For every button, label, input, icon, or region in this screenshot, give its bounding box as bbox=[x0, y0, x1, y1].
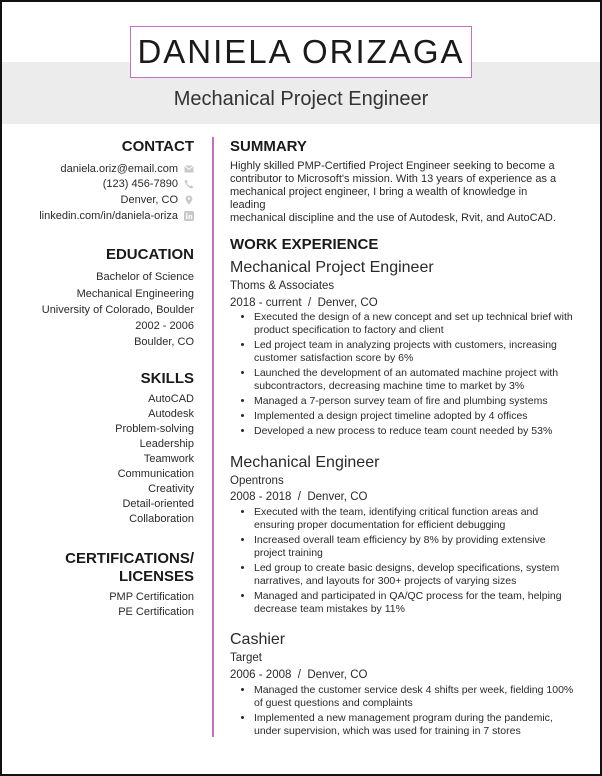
list-item: • Implemented a design project timeline adopted by 4 offices bbox=[254, 410, 574, 423]
list-item: • Increased overall team efficiency by 8% by providing extensive project training bbox=[254, 534, 574, 560]
education-line: 2002 - 2006 bbox=[135, 320, 194, 332]
list-item: • Managed and participated in QA/QC process for the team, helping decrease team mistakes by 11% bbox=[254, 590, 574, 616]
certification-item: PE Certification bbox=[118, 606, 194, 618]
job-title: Mechanical Engineer bbox=[230, 454, 380, 471]
job-bullets bbox=[240, 684, 574, 738]
skill-item: Leadership bbox=[139, 438, 194, 450]
certification-item: PMP Certification bbox=[109, 591, 194, 603]
list-item: • Led project team in analyzing projects with customers, increasing customer satisfaction score by 6% bbox=[254, 339, 574, 365]
contact-phone[interactable] bbox=[103, 177, 194, 191]
list-item: • Managed a 7-person survey team of fire and plumbing systems bbox=[254, 395, 574, 408]
phone-icon bbox=[184, 179, 194, 189]
email-text: daniela.oriz@email.com bbox=[60, 163, 178, 175]
list-item: • Executed the design of a new concept and set up technical brief with product specification to factory and client bbox=[254, 311, 574, 337]
summary-text bbox=[230, 160, 560, 225]
location-pin-icon bbox=[184, 195, 194, 205]
contact-location bbox=[121, 193, 194, 207]
mail-icon bbox=[184, 164, 194, 174]
job-dates-location: 2006 - 2008 / Denver, CO bbox=[230, 669, 368, 681]
skill-item: Teamwork bbox=[143, 453, 194, 465]
skill-item: Detail-oriented bbox=[122, 498, 194, 510]
education-line: University of Colorado, Boulder bbox=[41, 304, 194, 316]
job-bullets bbox=[240, 506, 574, 616]
certifications-heading: CERTIFICATIONS/ bbox=[65, 550, 194, 567]
job-title: Cashier bbox=[230, 631, 286, 648]
contact-linkedin[interactable] bbox=[39, 209, 194, 223]
job-dates-location: 2008 - 2018 / Denver, CO bbox=[230, 491, 368, 503]
linkedin-icon bbox=[184, 211, 194, 221]
name-box bbox=[130, 26, 472, 78]
education-line: Bachelor of Science bbox=[96, 271, 194, 283]
skills-heading: SKILLS bbox=[140, 370, 194, 387]
job-bullets bbox=[240, 311, 574, 438]
education-line: Boulder, CO bbox=[134, 336, 194, 348]
list-item: • Executed with the team, identifying critical function areas and ensuring proper documentation for efficient debugging bbox=[254, 506, 574, 532]
summary-line: Highly skilled PMP-Certified Project Engineer seeking to become a bbox=[230, 160, 555, 172]
summary-line: mechanical discipline and the use of Autodesk, Rvit, and AutoCAD. bbox=[230, 212, 556, 224]
column-divider bbox=[212, 137, 214, 737]
skill-item: Communication bbox=[117, 468, 194, 480]
list-item: • Implemented a new management program during the pandemic, under supervision, which was used for training in 7 stores bbox=[254, 712, 574, 738]
contact-email[interactable] bbox=[60, 162, 194, 176]
list-item: • Led group to create basic designs, develop specifications, system narratives, and layouts for 300+ projects of varying sizes bbox=[254, 562, 574, 588]
experience-heading: WORK EXPERIENCE bbox=[230, 236, 379, 253]
skill-item: AutoCAD bbox=[148, 393, 194, 405]
contact-heading: CONTACT bbox=[121, 138, 194, 155]
list-item: • Launched the development of an automated machine project with subcontractors, decreasing machine time to market by 3% bbox=[254, 367, 574, 393]
job-title: Mechanical Project Engineer bbox=[173, 88, 429, 110]
summary-line: contributor to Microsoft's mission. With 13 years of experience as a bbox=[230, 173, 557, 185]
education-line: Mechanical Engineering bbox=[76, 288, 194, 300]
summary-heading: SUMMARY bbox=[230, 138, 307, 155]
job-title: Mechanical Project Engineer bbox=[230, 259, 434, 276]
skill-item: Autodesk bbox=[148, 408, 194, 420]
education-heading: EDUCATION bbox=[105, 246, 194, 263]
skill-item: Problem-solving bbox=[115, 423, 194, 435]
job-dates-location: 2018 - current / Denver, CO bbox=[230, 297, 378, 309]
job-company: Thoms & Associates bbox=[230, 280, 335, 292]
location-text: Denver, CO bbox=[120, 194, 178, 206]
candidate-name: DANIELA ORIZAGA bbox=[137, 33, 465, 70]
job-company: Target bbox=[230, 652, 262, 664]
skill-item: Creativity bbox=[148, 483, 194, 495]
job-company: Opentrons bbox=[230, 475, 284, 487]
certifications-heading-2: LICENSES bbox=[118, 568, 194, 585]
linkedin-text: linkedin.com/in/daniela-oriza bbox=[39, 210, 178, 222]
phone-text: (123) 456-7890 bbox=[102, 178, 178, 190]
skill-item: Collaboration bbox=[129, 513, 194, 525]
list-item: • Managed the customer service desk 4 shifts per week, fielding 100% of guest questions and complaints bbox=[254, 684, 574, 710]
list-item: • Developed a new process to reduce team count needed by 53% bbox=[254, 425, 574, 438]
summary-line: mechanical project engineer, I bring a wealth of knowledge in leading bbox=[230, 186, 528, 211]
